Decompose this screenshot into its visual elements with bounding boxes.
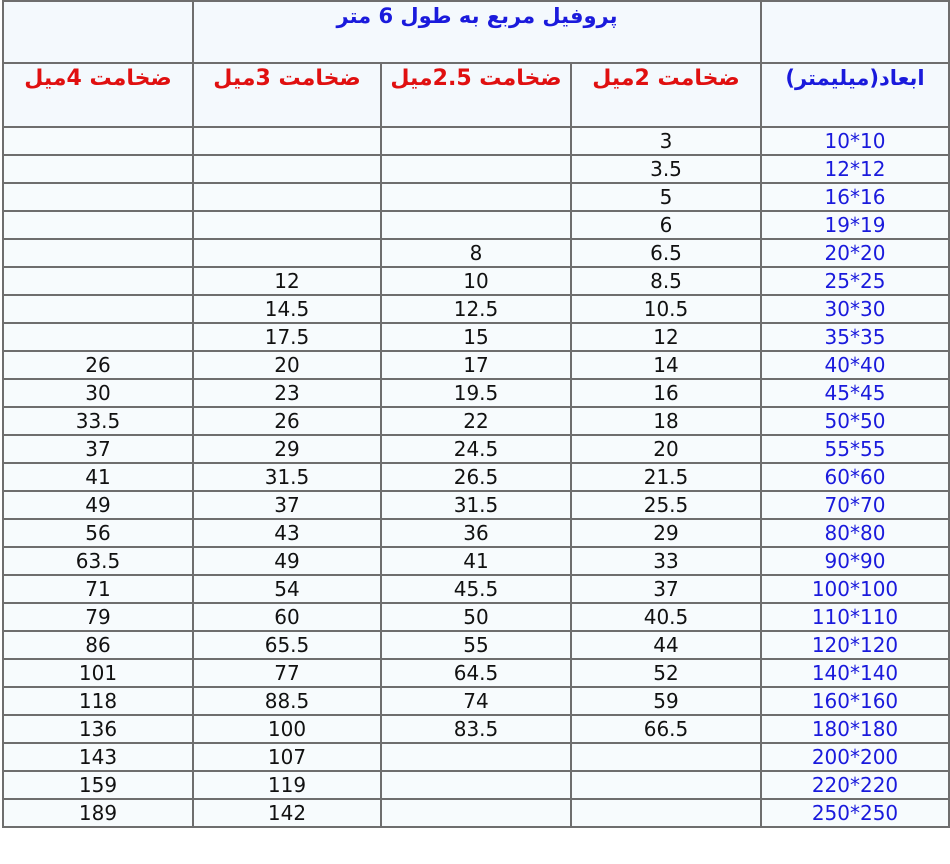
cell-thickness-3: 43 bbox=[193, 519, 381, 547]
cell-dimensions: 70*70 bbox=[761, 491, 949, 519]
table-row bbox=[3, 295, 949, 323]
table-row bbox=[3, 183, 949, 211]
cell-dimensions: 40*40 bbox=[761, 351, 949, 379]
cell-dimensions: 220*220 bbox=[761, 771, 949, 799]
cell-dimensions: 16*16 bbox=[761, 183, 949, 211]
title-empty-cell bbox=[3, 1, 193, 63]
cell-thickness-2: 37 bbox=[571, 575, 761, 603]
cell-thickness-3: 23 bbox=[193, 379, 381, 407]
cell-thickness-2-5: 17 bbox=[381, 351, 571, 379]
cell-thickness-2: 14 bbox=[571, 351, 761, 379]
cell-thickness-2-5: 26.5 bbox=[381, 463, 571, 491]
cell-thickness-4 bbox=[3, 323, 193, 351]
cell-thickness-3 bbox=[193, 155, 381, 183]
table-row bbox=[3, 379, 949, 407]
cell-thickness-2-5: 12.5 bbox=[381, 295, 571, 323]
cell-thickness-2: 21.5 bbox=[571, 463, 761, 491]
table-row bbox=[3, 463, 949, 491]
cell-thickness-2: 3.5 bbox=[571, 155, 761, 183]
cell-thickness-3: 37 bbox=[193, 491, 381, 519]
cell-thickness-4: 79 bbox=[3, 603, 193, 631]
table-row bbox=[3, 323, 949, 351]
table-row bbox=[3, 799, 949, 827]
cell-dimensions: 45*45 bbox=[761, 379, 949, 407]
cell-thickness-2: 18 bbox=[571, 407, 761, 435]
cell-dimensions: 110*110 bbox=[761, 603, 949, 631]
table-row bbox=[3, 715, 949, 743]
cell-thickness-2-5: 50 bbox=[381, 603, 571, 631]
cell-dimensions: 100*100 bbox=[761, 575, 949, 603]
cell-thickness-3: 26 bbox=[193, 407, 381, 435]
cell-thickness-2: 33 bbox=[571, 547, 761, 575]
cell-thickness-3: 65.5 bbox=[193, 631, 381, 659]
price-table bbox=[2, 0, 950, 828]
cell-thickness-4: 26 bbox=[3, 351, 193, 379]
cell-dimensions: 250*250 bbox=[761, 799, 949, 827]
cell-thickness-3: 20 bbox=[193, 351, 381, 379]
cell-thickness-4: 189 bbox=[3, 799, 193, 827]
cell-thickness-2: 12 bbox=[571, 323, 761, 351]
cell-dimensions: 80*80 bbox=[761, 519, 949, 547]
title-empty-cell bbox=[761, 1, 949, 63]
cell-thickness-2-5: 31.5 bbox=[381, 491, 571, 519]
table-row bbox=[3, 155, 949, 183]
table-row bbox=[3, 435, 949, 463]
table-row bbox=[3, 267, 949, 295]
cell-dimensions: 120*120 bbox=[761, 631, 949, 659]
cell-thickness-2: 44 bbox=[571, 631, 761, 659]
cell-thickness-2: 59 bbox=[571, 687, 761, 715]
cell-thickness-2 bbox=[571, 771, 761, 799]
header-dimensions: ابعاد(میلیمتر) bbox=[761, 63, 949, 127]
table-row bbox=[3, 575, 949, 603]
cell-thickness-4: 118 bbox=[3, 687, 193, 715]
header-thickness-3: ضخامت 3میل bbox=[193, 63, 381, 127]
cell-dimensions: 30*30 bbox=[761, 295, 949, 323]
cell-thickness-4: 30 bbox=[3, 379, 193, 407]
cell-thickness-2: 6 bbox=[571, 211, 761, 239]
cell-thickness-4 bbox=[3, 295, 193, 323]
cell-thickness-4 bbox=[3, 183, 193, 211]
cell-thickness-2-5: 15 bbox=[381, 323, 571, 351]
cell-dimensions: 12*12 bbox=[761, 155, 949, 183]
cell-thickness-3: 29 bbox=[193, 435, 381, 463]
cell-thickness-2-5: 83.5 bbox=[381, 715, 571, 743]
cell-thickness-3: 54 bbox=[193, 575, 381, 603]
table-container bbox=[2, 0, 948, 828]
header-thickness-4: ضخامت 4میل bbox=[3, 63, 193, 127]
cell-thickness-3: 31.5 bbox=[193, 463, 381, 491]
table-row bbox=[3, 491, 949, 519]
table-row bbox=[3, 603, 949, 631]
cell-thickness-2-5: 64.5 bbox=[381, 659, 571, 687]
cell-thickness-2 bbox=[571, 743, 761, 771]
cell-thickness-3 bbox=[193, 183, 381, 211]
cell-thickness-3: 60 bbox=[193, 603, 381, 631]
table-title: پروفیل مربع به طول 6 متر bbox=[193, 1, 761, 63]
cell-thickness-2: 8.5 bbox=[571, 267, 761, 295]
cell-thickness-4 bbox=[3, 267, 193, 295]
cell-thickness-2-5 bbox=[381, 183, 571, 211]
cell-thickness-2: 40.5 bbox=[571, 603, 761, 631]
cell-dimensions: 90*90 bbox=[761, 547, 949, 575]
cell-thickness-2-5: 22 bbox=[381, 407, 571, 435]
cell-thickness-3: 12 bbox=[193, 267, 381, 295]
cell-thickness-2-5: 55 bbox=[381, 631, 571, 659]
table-row bbox=[3, 631, 949, 659]
table-row bbox=[3, 351, 949, 379]
cell-thickness-2: 10.5 bbox=[571, 295, 761, 323]
cell-thickness-2-5: 8 bbox=[381, 239, 571, 267]
cell-thickness-2: 16 bbox=[571, 379, 761, 407]
cell-thickness-2: 3 bbox=[571, 127, 761, 155]
cell-dimensions: 35*35 bbox=[761, 323, 949, 351]
cell-thickness-4: 37 bbox=[3, 435, 193, 463]
cell-thickness-2-5: 19.5 bbox=[381, 379, 571, 407]
header-row bbox=[3, 63, 949, 127]
cell-thickness-3: 17.5 bbox=[193, 323, 381, 351]
cell-thickness-4 bbox=[3, 239, 193, 267]
cell-thickness-3: 77 bbox=[193, 659, 381, 687]
cell-dimensions: 25*25 bbox=[761, 267, 949, 295]
cell-thickness-4: 49 bbox=[3, 491, 193, 519]
header-thickness-2: ضخامت 2میل bbox=[571, 63, 761, 127]
cell-dimensions: 10*10 bbox=[761, 127, 949, 155]
cell-thickness-2: 6.5 bbox=[571, 239, 761, 267]
cell-dimensions: 160*160 bbox=[761, 687, 949, 715]
cell-thickness-4: 86 bbox=[3, 631, 193, 659]
cell-dimensions: 60*60 bbox=[761, 463, 949, 491]
cell-thickness-3: 142 bbox=[193, 799, 381, 827]
cell-thickness-4 bbox=[3, 211, 193, 239]
cell-thickness-3 bbox=[193, 211, 381, 239]
cell-thickness-2: 20 bbox=[571, 435, 761, 463]
cell-thickness-4: 101 bbox=[3, 659, 193, 687]
cell-thickness-2-5 bbox=[381, 771, 571, 799]
cell-thickness-2: 25.5 bbox=[571, 491, 761, 519]
cell-thickness-3: 49 bbox=[193, 547, 381, 575]
cell-dimensions: 20*20 bbox=[761, 239, 949, 267]
cell-thickness-2: 52 bbox=[571, 659, 761, 687]
cell-thickness-3: 107 bbox=[193, 743, 381, 771]
cell-thickness-3: 119 bbox=[193, 771, 381, 799]
cell-thickness-4 bbox=[3, 127, 193, 155]
cell-dimensions: 200*200 bbox=[761, 743, 949, 771]
cell-thickness-4: 63.5 bbox=[3, 547, 193, 575]
cell-thickness-2-5: 45.5 bbox=[381, 575, 571, 603]
title-row bbox=[3, 1, 949, 63]
cell-thickness-4 bbox=[3, 155, 193, 183]
cell-thickness-2-5 bbox=[381, 743, 571, 771]
table-row bbox=[3, 743, 949, 771]
cell-thickness-2-5: 24.5 bbox=[381, 435, 571, 463]
cell-thickness-3: 88.5 bbox=[193, 687, 381, 715]
cell-thickness-3 bbox=[193, 127, 381, 155]
cell-thickness-2-5 bbox=[381, 799, 571, 827]
cell-dimensions: 50*50 bbox=[761, 407, 949, 435]
header-thickness-2-5: ضخامت 2.5میل bbox=[381, 63, 571, 127]
cell-thickness-2: 29 bbox=[571, 519, 761, 547]
cell-thickness-2-5 bbox=[381, 155, 571, 183]
cell-thickness-2-5 bbox=[381, 127, 571, 155]
cell-thickness-3 bbox=[193, 239, 381, 267]
table-row bbox=[3, 127, 949, 155]
cell-thickness-2-5 bbox=[381, 211, 571, 239]
cell-thickness-4: 56 bbox=[3, 519, 193, 547]
cell-thickness-2-5: 74 bbox=[381, 687, 571, 715]
cell-dimensions: 180*180 bbox=[761, 715, 949, 743]
cell-thickness-3: 14.5 bbox=[193, 295, 381, 323]
cell-thickness-4: 71 bbox=[3, 575, 193, 603]
table-row bbox=[3, 519, 949, 547]
cell-thickness-4: 33.5 bbox=[3, 407, 193, 435]
table-row bbox=[3, 771, 949, 799]
table-row bbox=[3, 211, 949, 239]
cell-thickness-2-5: 10 bbox=[381, 267, 571, 295]
cell-dimensions: 55*55 bbox=[761, 435, 949, 463]
table-row bbox=[3, 659, 949, 687]
cell-thickness-4: 159 bbox=[3, 771, 193, 799]
table-row bbox=[3, 687, 949, 715]
cell-thickness-2-5: 41 bbox=[381, 547, 571, 575]
table-row bbox=[3, 547, 949, 575]
cell-dimensions: 19*19 bbox=[761, 211, 949, 239]
cell-thickness-2 bbox=[571, 799, 761, 827]
cell-thickness-4: 136 bbox=[3, 715, 193, 743]
cell-thickness-3: 100 bbox=[193, 715, 381, 743]
cell-thickness-2-5: 36 bbox=[381, 519, 571, 547]
cell-thickness-4: 143 bbox=[3, 743, 193, 771]
cell-thickness-2: 66.5 bbox=[571, 715, 761, 743]
cell-thickness-2: 5 bbox=[571, 183, 761, 211]
table-row bbox=[3, 407, 949, 435]
table-row bbox=[3, 239, 949, 267]
cell-thickness-4: 41 bbox=[3, 463, 193, 491]
cell-dimensions: 140*140 bbox=[761, 659, 949, 687]
